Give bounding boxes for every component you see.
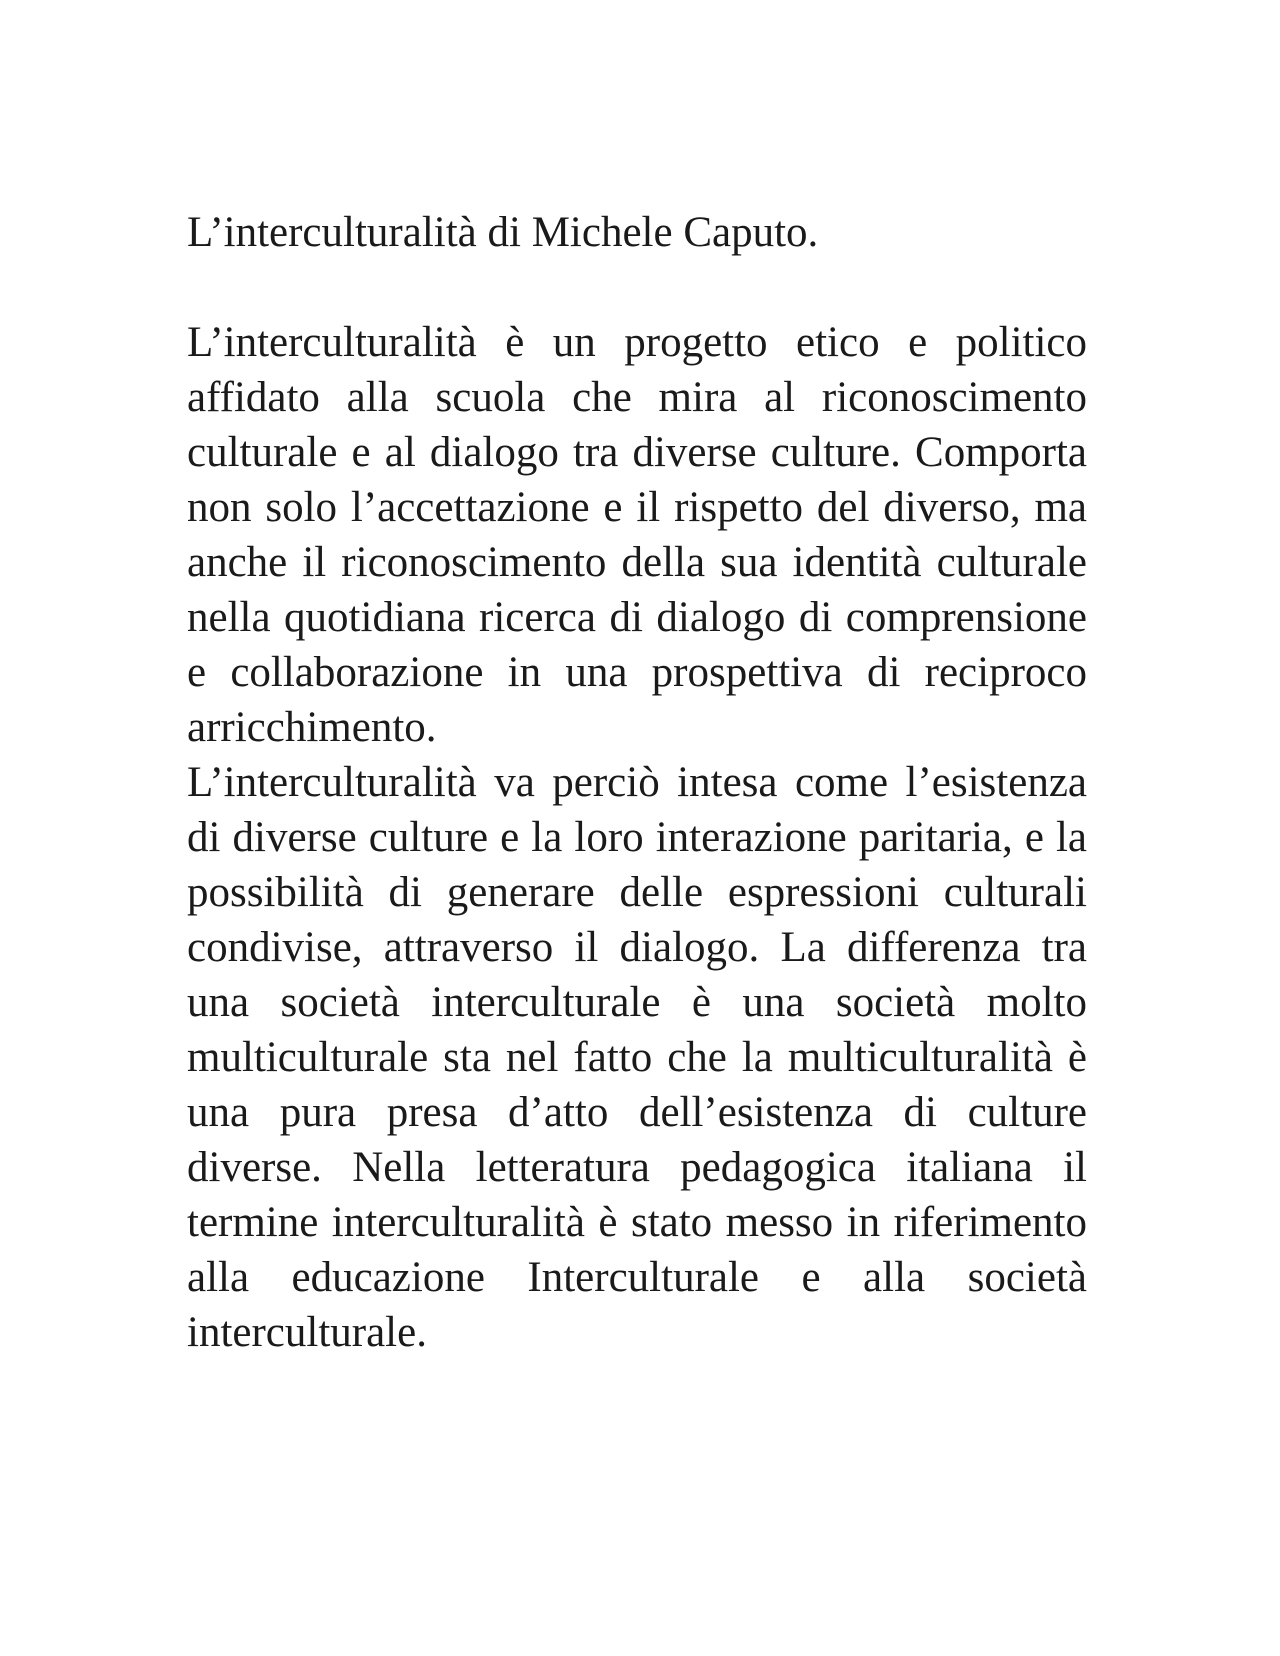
- document-body: [187, 205, 1087, 1360]
- paragraph: L’interculturalità va perciò intesa come l’esistenza di diverse culture e la loro interazione paritaria, e la possibilità di generare delle espressioni culturali condivise, attraverso il dialogo. La differenza tra una società interculturale è una società molto multiculturale sta nel fatto che la multiculturalità è una pura presa d’atto dell’esistenza di culture diverse. Nella letteratura pedagogica italiana il termine interculturalità è stato messo in riferimento alla educazione Interculturale e alla società interculturale.: [187, 759, 1087, 1356]
- paragraph: L’interculturalità è un progetto etico e politico affidato alla scuola che mira al riconoscimento culturale e al dialogo tra diverse culture. Comporta non solo l’accettazione e il rispetto del diverso, ma anche il riconoscimento della sua identità culturale nella quotidiana ricerca di dialogo di comprensione e collaborazione in una prospettiva di reciproco arricchimento.: [187, 319, 1087, 751]
- document-title: L’interculturalità di Michele Caputo.: [187, 209, 819, 256]
